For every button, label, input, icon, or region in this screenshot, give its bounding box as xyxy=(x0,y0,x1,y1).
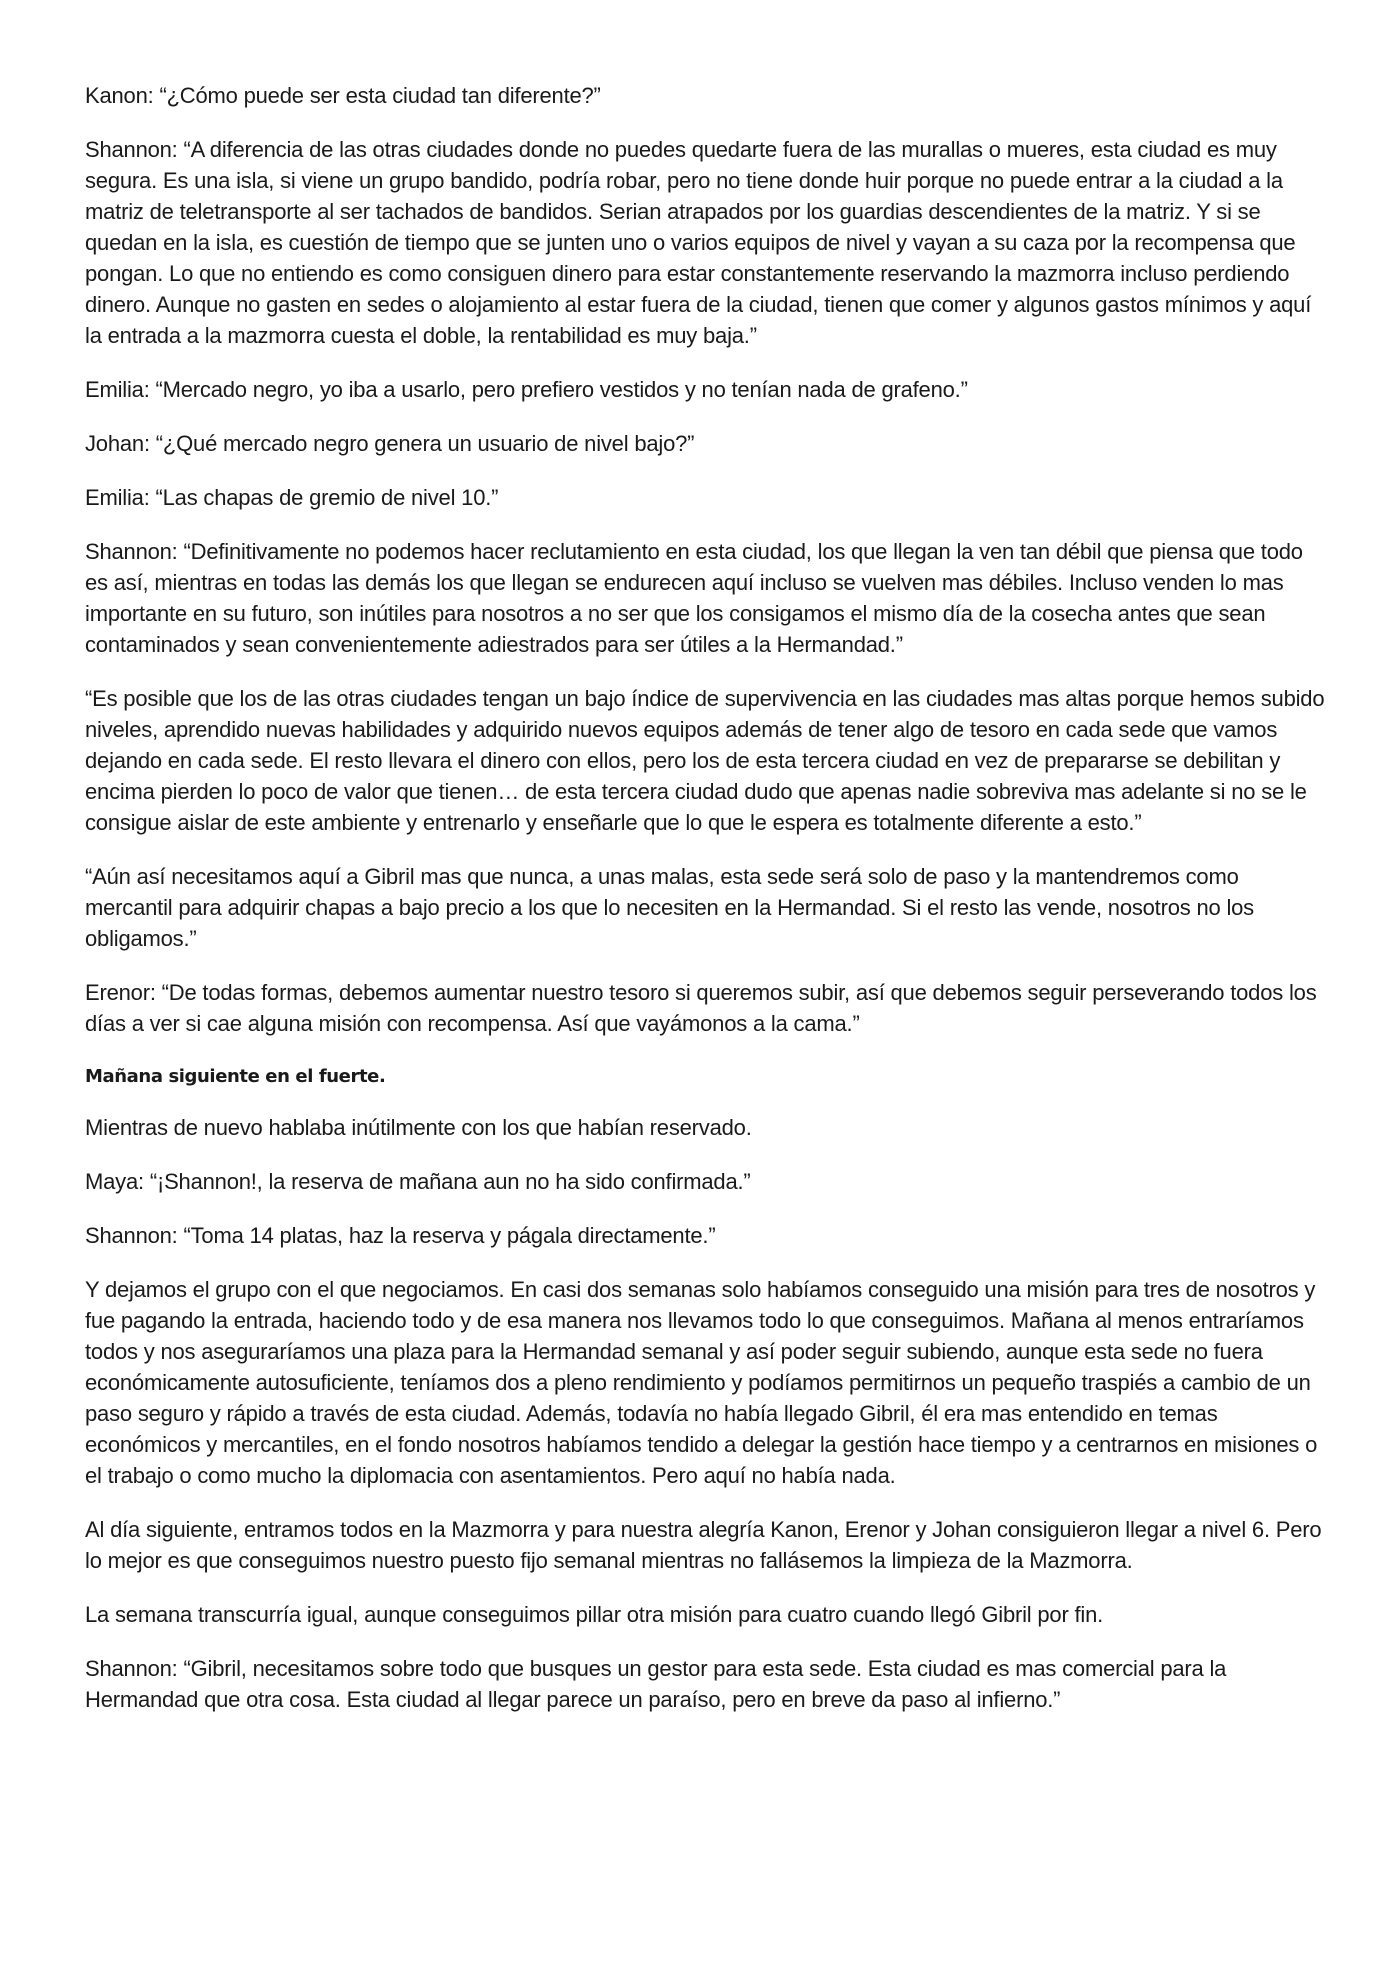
paragraph-erenor-treasure: Erenor: “De todas formas, debemos aumentar nuestro tesoro si queremos subir, así que debemos seguir perseverando todos los días a ver si cae alguna misión con recompensa. Así que vayámonos a la cama.” xyxy=(85,980,1317,1036)
document-page xyxy=(85,80,1325,1738)
paragraph-emilia-guild-badges: Emilia: “Las chapas de gremio de nivel 10.” xyxy=(85,485,499,510)
paragraph-shannon-recruitment: Shannon: “Definitivamente no podemos hacer reclutamiento en esta ciudad, los que llegan la ven tan débil que piensa que todo es así, mientras en todas las demás los que llegan se endurecen aquí incluso se vuelven mas débiles. Incluso venden lo mas importante en su futuro, son inútiles para nosotros a no ser que los consigamos el mismo día de la cosecha antes que sean contaminados y sean convenientemente adiestrados para ser útiles a la Hermandad.” xyxy=(85,539,1303,657)
paragraph-next-day-dungeon: Al día siguiente, entramos todos en la Mazmorra y para nuestra alegría Kanon, Erenor y Johan consiguieron llegar a nivel 6. Pero lo mejor es que conseguimos nuestro puesto fijo semanal mientras no fallásemos la limpieza de la Mazmorra. xyxy=(85,1517,1322,1573)
paragraph-two-weeks: Y dejamos el grupo con el que negociamos. En casi dos semanas solo habíamos conseguido una misión para tres de nosotros y fue pagando la entrada, haciendo todo y de esa manera nos llevamos todo lo que conseguimos. Mañana al menos entraríamos todos y nos aseguraríamos una plaza para la Hermandad semanal y así poder seguir subiendo, aunque esta sede no fuera económicamente autosuficiente, teníamos dos a pleno rendimiento y podíamos permitirnos un pequeño traspiés a cambio de un paso seguro y rápido a través de esta ciudad. Además, todavía no había llegado Gibril, él era mas entendido en temas económicos y mercantiles, en el fondo nosotros habíamos tendido a delegar la gestión hace tiempo y a centrarnos en misiones o el trabajo o como mucho la diplomacia con asentamientos. Pero aquí no había nada. xyxy=(85,1277,1318,1488)
paragraph-shannon-gibril-manager: Shannon: “Gibril, necesitamos sobre todo que busques un gestor para esta sede. Esta ciudad es mas comercial para la Hermandad que otra cosa. Esta ciudad al llegar parece un paraíso, pero en breve da paso al infierno.” xyxy=(85,1656,1227,1712)
paragraph-gibril-needed: “Aún así necesitamos aquí a Gibril mas que nunca, a unas malas, esta sede será solo de paso y la mantendremos como mercantil para adquirir chapas a bajo precio a los que lo necesiten en la Hermandad. Si el resto las vende, nosotros no los obligamos.” xyxy=(85,864,1254,951)
paragraph-kanon-question: Kanon: “¿Cómo puede ser esta ciudad tan diferente?” xyxy=(85,83,601,108)
paragraph-emilia-black-market: Emilia: “Mercado negro, yo iba a usarlo, pero prefiero vestidos y no tenían nada de grafeno.” xyxy=(85,377,968,402)
paragraph-negotiation: Mientras de nuevo hablaba inútilmente con los que habían reservado. xyxy=(85,1115,752,1140)
paragraph-survival-index: “Es posible que los de las otras ciudades tengan un bajo índice de supervivencia en las ciudades mas altas porque hemos subido niveles, aprendido nuevas habilidades y adquirido nuevos equipos además de tener algo de tesoro en cada sede que vamos dejando en cada sede. El resto llevara el dinero con ellos, pero los de esta tercera ciudad en vez de prepararse se debilitan y encima pierden lo poco de valor que tienen… de esta tercera ciudad dudo que apenas nadie sobreviva mas adelante si no se le consigue aislar de este ambiente y entrenarlo y enseñarle que lo que le espera es totalmente diferente a esto.” xyxy=(85,686,1325,835)
section-heading: Mañana siguiente en el fuerte. xyxy=(85,1066,386,1087)
paragraph-maya-reservation: Maya: “¡Shannon!, la reserva de mañana aun no ha sido confirmada.” xyxy=(85,1169,751,1194)
paragraph-shannon-payment: Shannon: “Toma 14 platas, haz la reserva y págala directamente.” xyxy=(85,1223,716,1248)
paragraph-week-passes: La semana transcurría igual, aunque conseguimos pillar otra misión para cuatro cuando llegó Gibril por fin. xyxy=(85,1602,1104,1627)
paragraph-shannon-city-safety: Shannon: “A diferencia de las otras ciudades donde no puedes quedarte fuera de las murallas o mueres, esta ciudad es muy segura. Es una isla, si viene un grupo bandido, podría robar, pero no tiene donde huir porque no puede entrar a la ciudad a la matriz de teletransporte al ser tachados de bandidos. Serian atrapados por los guardias descendientes de la matriz. Y si se quedan en la isla, es cuestión de tiempo que se junten uno o varios equipos de nivel y vayan a su caza por la recompensa que pongan. Lo que no entiendo es como consiguen dinero para estar constantemente reservando la mazmorra incluso perdiendo dinero. Aunque no gasten en sedes o alojamiento al estar fuera de la ciudad, tienen que comer y algunos gastos mínimos y aquí la entrada a la mazmorra cuesta el doble, la rentabilidad es muy baja.” xyxy=(85,137,1312,348)
paragraph-johan-question: Johan: “¿Qué mercado negro genera un usuario de nivel bajo?” xyxy=(85,431,695,456)
